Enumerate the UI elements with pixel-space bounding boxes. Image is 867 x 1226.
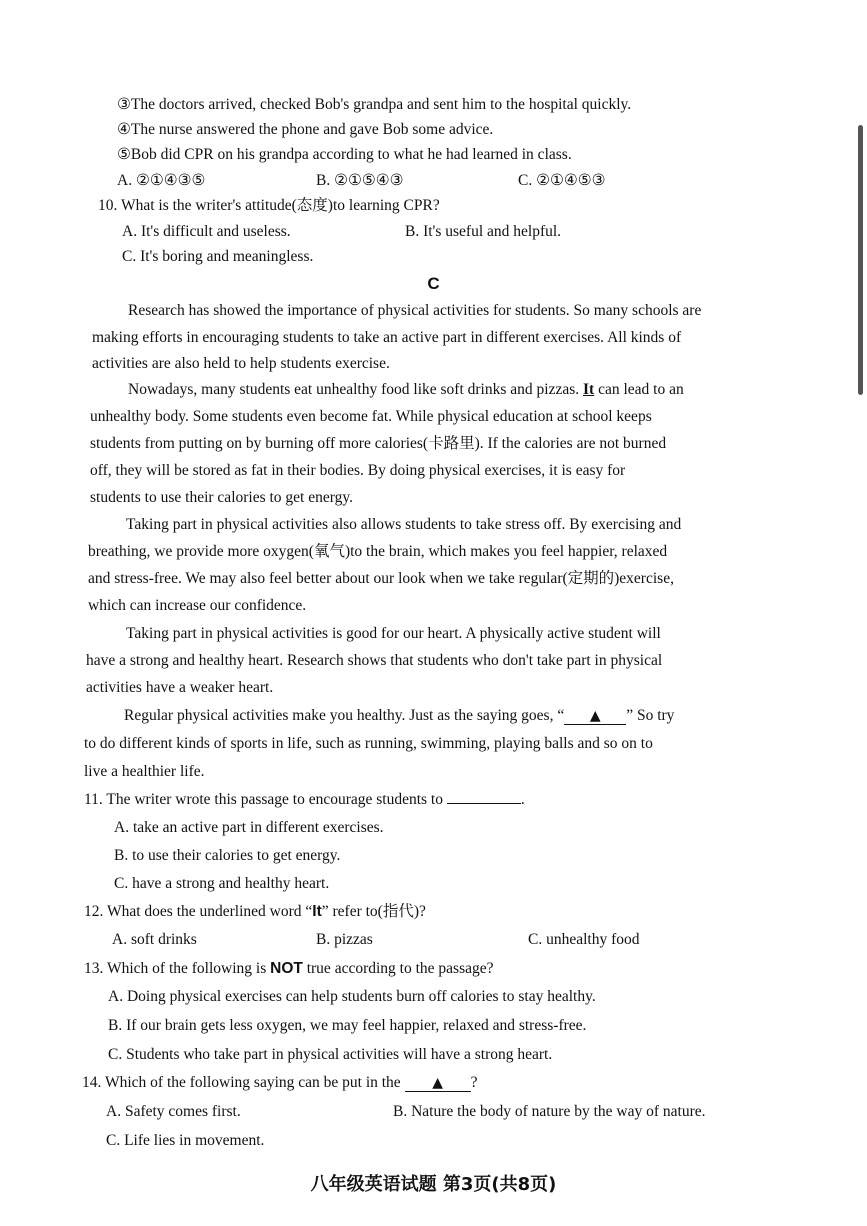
q13-option-b[interactable]: B. If our brain gets less oxygen, we may feel happier, relaxed and stress-free. <box>108 1017 587 1034</box>
q14-answer-blank[interactable]: ▲ <box>405 1075 471 1092</box>
passage-p2-line2: unhealthy body. Some students even become fat. While physical education at school keeps <box>90 408 652 425</box>
q11-option-c[interactable]: C. have a strong and healthy heart. <box>114 875 330 892</box>
q13-option-a[interactable]: A. Doing physical exercises can help students burn off calories to stay healthy. <box>108 988 596 1005</box>
q10-option-a[interactable]: A. It's difficult and useless. <box>122 223 291 240</box>
scrollbar[interactable] <box>858 125 863 395</box>
passage-p3-line1: Taking part in physical activities also allows students to take stress off. By exercising and <box>126 516 682 533</box>
passage-text: ” So try <box>626 707 675 724</box>
passage-p4-line2: have a strong and healthy heart. Research shows that students who don't take part in physical <box>86 652 663 669</box>
passage-text: Nowadays, many students eat unhealthy food like soft drinks and pizzas. <box>128 381 583 398</box>
q9-item-4: ④The nurse answered the phone and gave Bob some advice. <box>117 121 494 138</box>
q11-option-b[interactable]: B. to use their calories to get energy. <box>114 847 341 864</box>
q9-option-c[interactable]: C. ②①④⑤③ <box>518 172 606 189</box>
q9-item-3: ③The doctors arrived, checked Bob's grandpa and sent him to the hospital quickly. <box>117 96 632 113</box>
passage-p2-line5: students to use their calories to get energy. <box>90 489 354 506</box>
q12-option-a[interactable]: A. soft drinks <box>112 931 197 948</box>
q12-option-b[interactable]: B. pizzas <box>316 931 373 948</box>
q12-stem-text: ” refer to(指代)? <box>321 903 426 920</box>
q13-option-c[interactable]: C. Students who take part in physical activities will have a strong heart. <box>108 1046 553 1063</box>
q13-stem-text: 13. Which of the following is <box>84 960 271 977</box>
q13-stem <box>84 959 494 979</box>
passage-p3-line2: breathing, we provide more oxygen(氧气)to the brain, which makes you feel happier, relaxed <box>88 543 668 560</box>
q12-option-c[interactable]: C. unhealthy food <box>528 931 640 948</box>
passage-p3-line4: which can increase our confidence. <box>88 597 307 614</box>
q12-underlined-word: It <box>312 903 322 920</box>
q9-option-b[interactable]: B. ②①⑤④③ <box>316 172 404 189</box>
passage-p2-line4: off, they will be stored as fat in their bodies. By doing physical exercises, it is easy for <box>90 462 626 479</box>
q14-stem <box>82 1073 477 1093</box>
passage-p5-line3: live a healthier life. <box>84 763 205 780</box>
answer-blank[interactable]: ▲ <box>564 708 626 725</box>
passage-p2-line1 <box>128 380 684 400</box>
passage-p4-line1: Taking part in physical activities is good for our heart. A physically active student will <box>126 625 661 642</box>
q13-not-emphasis: NOT <box>270 960 303 977</box>
passage-p1-line3: activities are also held to help students exercise. <box>92 355 390 372</box>
passage-text: can lead to an <box>594 381 684 398</box>
passage-p3-line3: and stress-free. We may also feel better about our look when we take regular(定期的)exercise, <box>88 570 674 587</box>
passage-p4-line3: activities have a weaker heart. <box>86 679 274 696</box>
passage-text: Regular physical activities make you healthy. Just as the saying goes, “ <box>124 707 565 724</box>
section-heading: C <box>427 274 440 293</box>
q14-option-a[interactable]: A. Safety comes first. <box>106 1103 241 1120</box>
q11-option-a[interactable]: A. take an active part in different exercises. <box>114 819 384 836</box>
q9-item-5: ⑤Bob did CPR on his grandpa according to what he had learned in class. <box>117 146 572 163</box>
q14-stem-text: 14. Which of the following saying can be put in the <box>82 1074 401 1091</box>
passage-p5-line2: to do different kinds of sports in life, such as running, swimming, playing balls and so on to <box>84 735 653 752</box>
passage-p5-line1 <box>124 706 674 726</box>
passage-p2-line3: students from putting on by burning off more calories(卡路里). If the calories are not burned <box>90 435 667 452</box>
q10-option-c[interactable]: C. It's boring and meaningless. <box>122 248 314 265</box>
q10-stem: 10. What is the writer's attitude(态度)to learning CPR? <box>98 197 440 214</box>
q12-stem-text: 12. What does the underlined word “ <box>84 903 313 920</box>
q12-stem <box>84 902 426 922</box>
passage-text: Research has showed the importance of physical activities for students. So many schools are <box>128 302 702 319</box>
q14-option-c[interactable]: C. Life lies in movement. <box>106 1132 265 1149</box>
passage-p1-line2 <box>92 328 782 348</box>
passage-text: making efforts in encouraging students to take an active part in different exercises. All kinds of <box>92 329 682 346</box>
underlined-word-it: It <box>583 381 595 398</box>
q11-answer-blank[interactable] <box>447 803 521 804</box>
q10-option-b[interactable]: B. It's useful and helpful. <box>405 223 562 240</box>
q11-stem-text: 11. The writer wrote this passage to encourage students to <box>84 791 443 808</box>
q13-stem-text: true according to the passage? <box>302 960 494 977</box>
q9-option-a[interactable]: A. ②①④③⑤ <box>117 172 206 189</box>
q11-stem <box>84 790 525 810</box>
q14-stem-end: ? <box>470 1074 478 1091</box>
passage-p1-line1 <box>128 301 780 321</box>
q14-option-b[interactable]: B. Nature the body of nature by the way of nature. <box>393 1103 706 1120</box>
q11-stem-end: . <box>520 791 525 808</box>
page-footer: 八年级英语试题 第3页(共8页) <box>310 1174 557 1195</box>
